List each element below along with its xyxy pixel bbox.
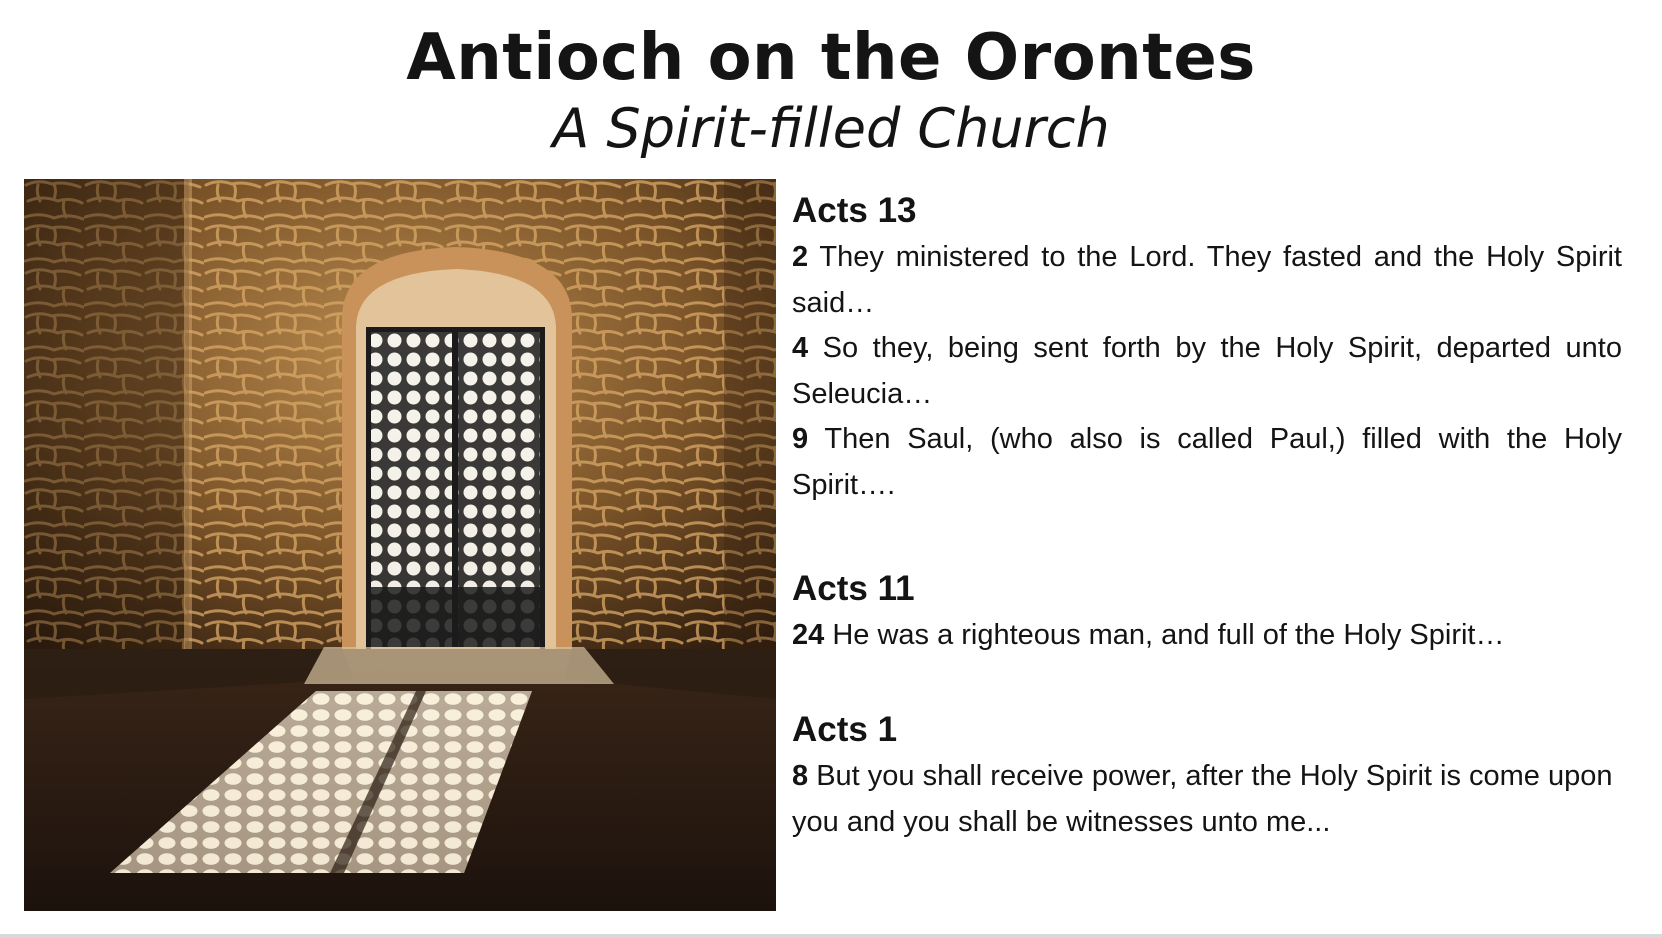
- verse-text: Then Saul, (who also is called Paul,) filled with the Holy Spirit….: [792, 423, 1622, 501]
- verse-text: So they, being sent forth by the Holy Spirit, departed unto Seleucia…: [792, 332, 1622, 410]
- verse-number: 8: [792, 760, 809, 792]
- section-heading: Acts 13: [792, 191, 917, 230]
- verse-text: But you shall receive power, after the Holy Spirit is come upon you and you shall be witnesses unto me...: [792, 760, 1613, 838]
- bottom-divider: [0, 934, 1662, 938]
- verse-24: [792, 613, 1622, 659]
- section-heading: Acts 1: [792, 710, 898, 749]
- section-heading: Acts 11: [792, 569, 915, 608]
- section-acts-1: [792, 706, 1622, 845]
- stone-doorway-with-iron-gate-image: [24, 179, 776, 911]
- verse-text: He was a righteous man, and full of the Holy Spirit…: [824, 619, 1505, 651]
- slide-subtitle: A Spirit-filled Church: [552, 97, 1110, 160]
- verse-number: 4: [792, 332, 809, 364]
- verse-number: 24: [792, 619, 825, 651]
- verse-number: 2: [792, 241, 809, 273]
- verse-text: They ministered to the Lord. They fasted and the Holy Spirit said…: [792, 241, 1622, 319]
- slide-title: Antioch on the Orontes: [406, 21, 1256, 95]
- section-acts-11: [792, 565, 1622, 659]
- verse-2: [792, 235, 1622, 326]
- verse-number: 9: [792, 423, 809, 455]
- section-acts-13: [792, 187, 1622, 508]
- verse-8: [792, 754, 1622, 845]
- verse-4: [792, 326, 1622, 417]
- verse-9: [792, 417, 1622, 508]
